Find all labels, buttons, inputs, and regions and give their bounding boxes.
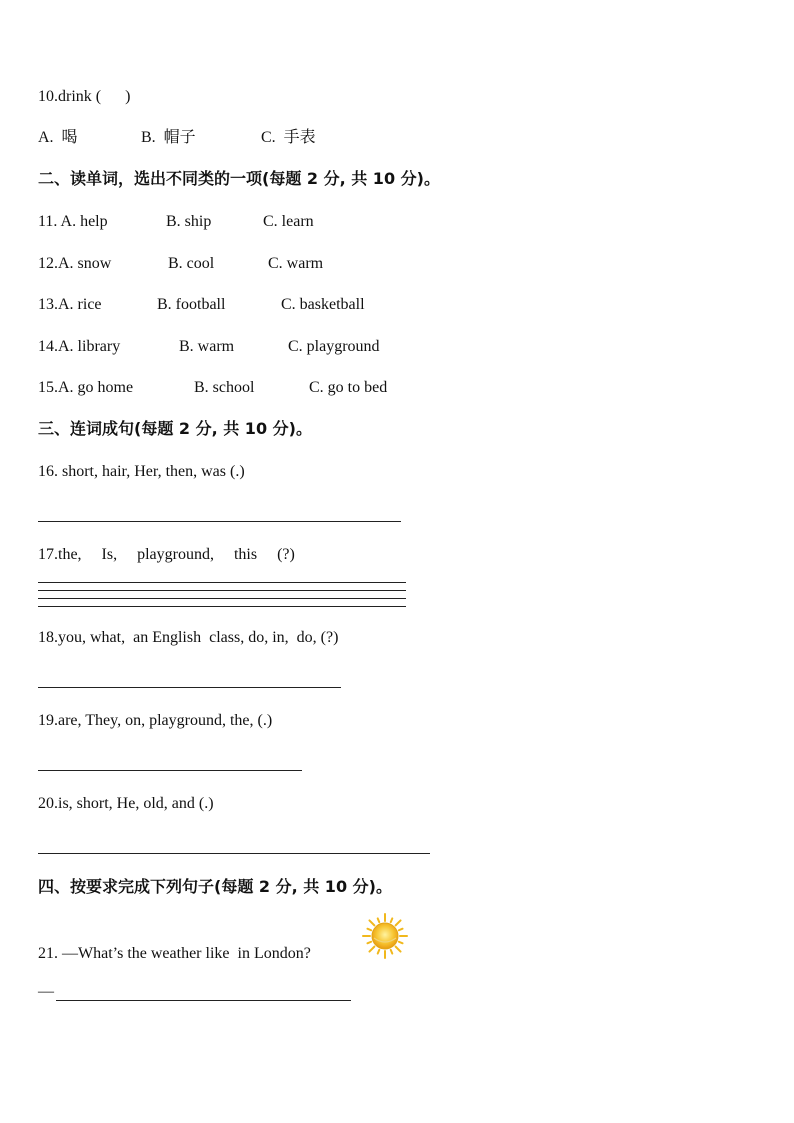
question-10-stem: 10.drink ( )	[38, 88, 131, 105]
question-17-answer-line-1[interactable]	[38, 582, 406, 583]
question-10-option-b: B. 帽子	[141, 129, 196, 146]
question-14-option-a: 14.A. library	[38, 338, 121, 355]
question-14-option-b: B. warm	[179, 338, 235, 355]
section-3-heading: 三、连词成句(每题 2 分, 共 10 分)。	[38, 419, 312, 438]
section-4-heading: 四、按要求完成下列句子(每题 2 分, 共 10 分)。	[38, 877, 392, 896]
question-17-answer-line-2[interactable]	[38, 590, 406, 591]
sun-ray	[369, 920, 374, 925]
sun-ray	[378, 918, 380, 922]
question-10-option-c: C. 手表	[261, 129, 316, 146]
question-17-answer-line-3[interactable]	[38, 598, 406, 599]
question-12-option-a: 12.A. snow	[38, 255, 112, 272]
question-11-option-c: C. learn	[263, 213, 314, 230]
question-13-option-a: 13.A. rice	[38, 296, 102, 313]
question-15-option-c: C. go to bed	[309, 379, 388, 396]
question-16-answer-line[interactable]	[38, 521, 401, 522]
question-16-words: 16. short, hair, Her, then, was (.)	[38, 463, 245, 480]
question-21-answer-dash: —	[38, 983, 54, 1000]
question-15-option-b: B. school	[194, 379, 255, 396]
sun-ray	[391, 950, 393, 954]
sun-ray	[396, 920, 401, 925]
question-11-option-a: 11. A. help	[38, 213, 108, 230]
question-12-option-b: B. cool	[168, 255, 215, 272]
question-11-option-b: B. ship	[166, 213, 212, 230]
question-19-words: 19.are, They, on, playground, the, (.)	[38, 712, 273, 729]
question-21-question: 21. —What’s the weather like in London?	[38, 945, 311, 962]
sun-icon	[360, 913, 410, 959]
sun-ray	[378, 950, 380, 954]
sun-ray	[367, 929, 371, 931]
sun-ray	[391, 918, 393, 922]
question-12-option-c: C. warm	[268, 255, 324, 272]
question-18-answer-line[interactable]	[38, 687, 341, 688]
question-17-answer-line-4[interactable]	[38, 606, 406, 607]
question-18-words: 18.you, what, an English class, do, in, do, (?)	[38, 629, 339, 646]
sun-ray	[399, 942, 403, 944]
question-20-words: 20.is, short, He, old, and (.)	[38, 795, 214, 812]
question-10-option-a: A. 喝	[38, 129, 78, 146]
sun-ray	[367, 942, 371, 944]
sun-ray	[399, 929, 403, 931]
question-15-option-a: 15.A. go home	[38, 379, 134, 396]
sun-ray	[369, 947, 374, 952]
sun-ray	[396, 947, 401, 952]
question-21-answer-line[interactable]	[56, 1000, 351, 1001]
question-13-option-c: C. basketball	[281, 296, 365, 313]
question-20-answer-line[interactable]	[38, 853, 430, 854]
question-19-answer-line[interactable]	[38, 770, 302, 771]
question-14-option-c: C. playground	[288, 338, 380, 355]
question-13-option-b: B. football	[157, 296, 226, 313]
question-17-words: 17.the, Is, playground, this (?)	[38, 546, 295, 563]
section-2-heading: 二、读单词，选出不同类的一项(每题 2 分, 共 10 分)。	[38, 169, 440, 188]
